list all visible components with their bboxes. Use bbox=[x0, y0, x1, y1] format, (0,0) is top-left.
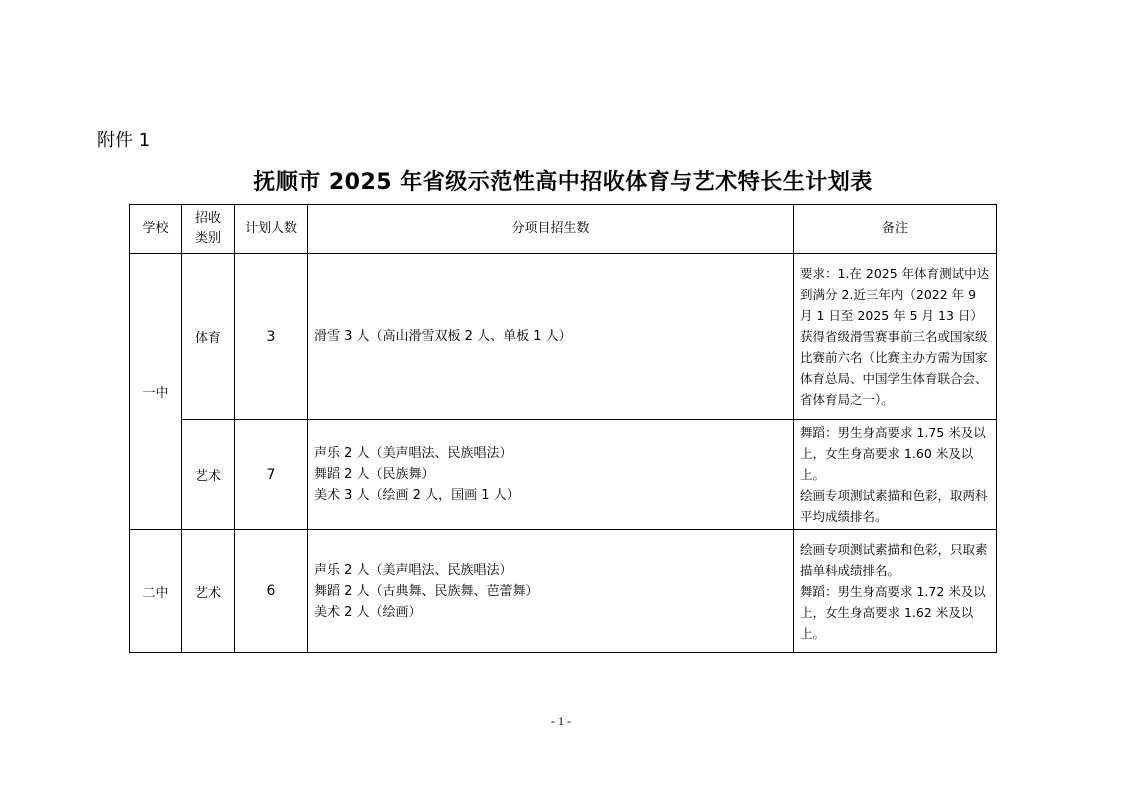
subject-line: 美术 3 人（绘画 2 人，国画 1 人） bbox=[314, 488, 520, 503]
subject-line: 滑雪 3 人（高山滑雪双板 2 人、单板 1 人） bbox=[314, 329, 572, 344]
planned-count-cell: 7 bbox=[235, 420, 308, 530]
by-item-cell bbox=[308, 254, 794, 420]
category-cell: 体育 bbox=[182, 254, 235, 420]
subject-line: 美术 2 人（绘画） bbox=[314, 604, 422, 620]
by-item-cell bbox=[308, 530, 794, 653]
category-cell: 艺术 bbox=[182, 530, 235, 653]
table-row bbox=[130, 254, 997, 420]
page-number: - 1 - bbox=[551, 714, 571, 728]
planned-count-cell: 3 bbox=[235, 254, 308, 420]
subject-line: 舞蹈 2 人（民族舞） bbox=[314, 467, 435, 482]
header-planned: 计划人数 bbox=[235, 205, 308, 254]
table-row bbox=[130, 530, 997, 653]
remarks-cell: 要求：1.在 2025 年体育测试中达到满分 2.近三年内（2022 年 9 月 1 日至 2025 年 5 月 13 日）获得省级滑雪赛事前三名或国家级比赛前六名（比赛主办方需为国家体育总局、中国学生体育联合会、省体育局之一）。 bbox=[794, 254, 997, 420]
planned-count-cell: 6 bbox=[235, 530, 308, 653]
by-item-cell bbox=[308, 420, 794, 530]
header-remarks: 备注 bbox=[794, 205, 997, 254]
subject-line: 舞蹈 2 人（古典舞、民族舞、芭蕾舞） bbox=[314, 583, 539, 599]
remarks-cell: 舞蹈：男生身高要求 1.75 米及以上，女生身高要求 1.60 米及以上。 绘画专项测试素描和色彩，取两科平均成绩排名。 bbox=[794, 420, 997, 530]
remarks-cell: 绘画专项测试素描和色彩，只取素描单科成绩排名。 舞蹈：男生身高要求 1.72 米及以上，女生身高要求 1.62 米及以上。 bbox=[794, 530, 997, 653]
header-category: 招收 类别 bbox=[182, 205, 235, 254]
subject-line: 声乐 2 人（美声唱法、民族唱法） bbox=[314, 562, 513, 578]
school-cell: 二中 bbox=[130, 530, 182, 653]
header-by-item: 分项目招生数 bbox=[308, 205, 794, 254]
table-row bbox=[130, 420, 997, 530]
school-cell: 一中 bbox=[130, 254, 182, 530]
table-header-row bbox=[130, 205, 997, 254]
attachment-label: 附件 1 bbox=[97, 130, 151, 151]
header-school: 学校 bbox=[130, 205, 182, 254]
document-title: 抚顺市 2025 年省级示范性高中招收体育与艺术特长生计划表 bbox=[253, 170, 873, 195]
subject-line: 声乐 2 人（美声唱法、民族唱法） bbox=[314, 446, 513, 461]
enrollment-plan-table bbox=[129, 204, 997, 653]
category-cell: 艺术 bbox=[182, 420, 235, 530]
